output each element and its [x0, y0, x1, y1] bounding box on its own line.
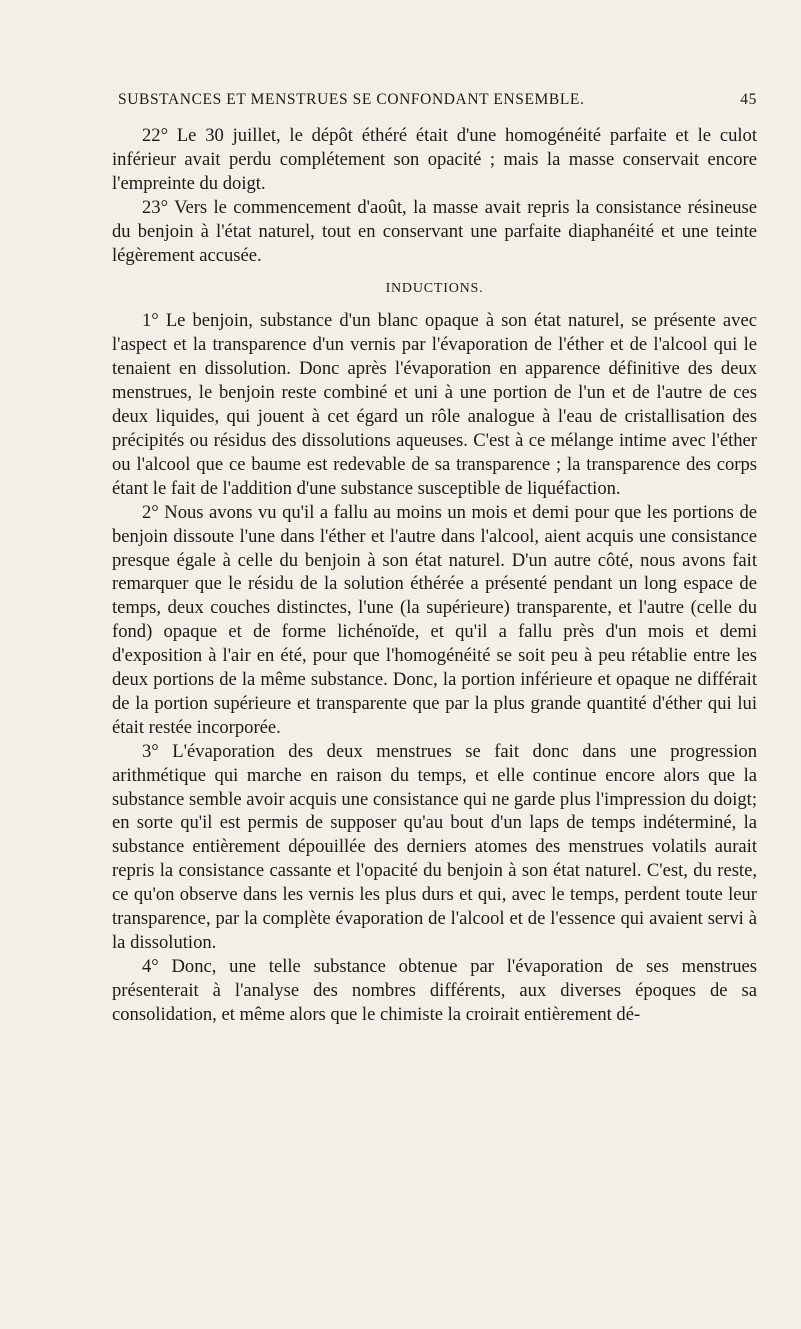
- paragraph-induction-4: 4° Donc, une telle substance obtenue par l'évaporation de ses menstrues présenterait à l'analyse des nombres différents, aux diverses époques de sa consolidation, et même alors que le chimiste la croirait entièrement dé-: [112, 955, 757, 1025]
- paragraph-induction-2: 2° Nous avons vu qu'il a fallu au moins un mois et demi pour que les portions de benjoin dissoute l'une dans l'éther et l'autre dans l'alcool, aient acquis une consistance presque égale à celle du benjoin à son état naturel. D'un autre côté, nous avons fait remarquer que le résidu de la solution éthérée a présenté pendant un long espace de temps, deux couches distinctes, l'une (la supérieure) transparente, et l'autre (celle du fond) opaque et de forme lichénoïde, et qu'il a fallu près d'un mois et demi d'exposition à l'air en été, pour que l'homogénéité se soit peu à peu rétablie entre les deux portions de la même substance. Donc, la portion inférieure et opaque ne différait de la portion supérieure et transparente que par la plus grande quantité d'éther qui lui était restée incorporée.: [112, 501, 757, 738]
- section-heading-inductions: INDUCTIONS.: [385, 281, 484, 297]
- paragraph-23: 23° Vers le commencement d'août, la masse avait repris la consistance résineuse du benjoin à l'état naturel, tout en conservant une parfaite diaphanéité et une teinte légèrement accusée.: [112, 196, 757, 266]
- paragraph-induction-3: 3° L'évaporation des deux menstrues se fait donc dans une progression arithmétique qui marche en raison du temps, et elle continue encore alors que la substance semble avoir acquis une consistance qui ne garde plus l'impression du doigt; en sorte qu'il est permis de supposer qu'au bout d'un laps de temps indéterminé, la substance entièrement dépouillée des derniers atomes des menstrues volatils aurait repris la consistance cassante et l'opacité du benjoin à son état naturel. C'est, du reste, ce qu'on observe dans les vernis les plus durs et qui, avec le temps, perdent toute leur transparence, par la complète évaporation de l'alcool et de l'essence qui avaient servi à la dissolution.: [112, 740, 757, 953]
- running-header: [118, 91, 757, 113]
- body-text: [112, 124, 757, 1027]
- running-title: SUBSTANCES ET MENSTRUES SE CONFONDANT ENSEMBLE.: [118, 91, 585, 108]
- paragraph-22: 22° Le 30 juillet, le dépôt éthéré était d'une homogénéité parfaite et le culot inférieur avait perdu complétement son opacité ; mais la masse conservait encore l'empreinte du doigt.: [112, 125, 757, 194]
- page-number: 45: [740, 91, 757, 108]
- paragraph-induction-1: 1° Le benjoin, substance d'un blanc opaque à son état naturel, se présente avec l'aspect et la transparence d'un vernis par l'évaporation de l'éther et de l'alcool qui le tenaient en dissolution. Donc après l'évaporation en apparence définitive des deux menstrues, le benjoin reste combiné et uni à une portion de l'un et de l'autre de ces deux liquides, qui jouent à cet égard un rôle analogue à l'eau de cristallisation des précipités ou résidus des dissolutions aqueuses. C'est à ce mélange intime avec l'éther ou l'alcool que ce baume est redevable de sa transparence ; la transparence des corps étant le fait de l'addition d'une substance susceptible de liquéfaction.: [112, 310, 757, 499]
